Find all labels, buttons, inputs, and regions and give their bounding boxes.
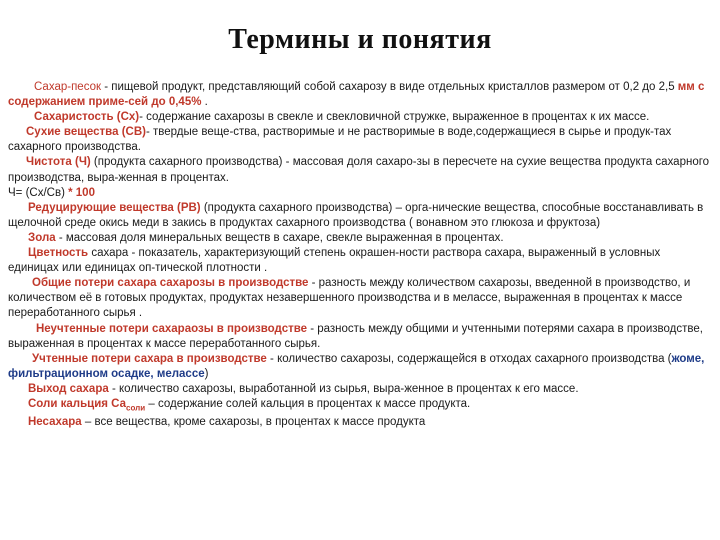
term: Сахар-песок: [34, 81, 102, 93]
term: Несахара: [28, 416, 82, 429]
definition-accounted-losses: Учтенные потери сахара в производстве - количество сахарозы, содержащейся в отходах сахарного производства (жоме, фильтрационном осадке, мелассе): [8, 352, 705, 380]
definition-reducing-substances: Редуцирующие вещества (РВ) (продукта сахарного производства) – орга-нические вещества, способные восстанавливать в щелочной среде окись меди в закись в продуктах сахарного производства ( вонавном это глюкоза и фруктоза): [8, 201, 704, 229]
term: Сахаристость (Сх): [34, 111, 140, 124]
definition-non-sugars: Несахара – все вещества, кроме сахарозы, в процентах к массе продукта: [28, 416, 426, 429]
term: Цветность: [28, 247, 89, 260]
definition-dry-substances: Сухие вещества (СВ)- твердые веще-ства, растворимые и не растворимые в воде,содержащиеся в сырье и продук-тах сахарного производства.: [8, 126, 672, 154]
definition-total-losses: Общие потери сахара сахарозы в производстве - разность между количеством сахарозы, введенной в производство, и количеством её в готовых продуктах, продуктах незавершенного производства и в мелассе, выраженная в процентах к массе переработанного сырья .: [8, 277, 691, 320]
definition-purity: Чистота (Ч) (продукта сахарного производства) - массовая доля сахаро-зы в пересчете на сухие вещества продукта сахарного производства, выра-женная в процентах.: [8, 156, 710, 184]
page-title: Термины и понятия: [228, 24, 492, 55]
term: Сухие вещества (СВ): [26, 126, 146, 139]
definition-sugar-sand: Сахар-песок - пищевой продукт, представляющий собой сахарозу в виде отдельных кристаллов размером от 0,2 до 2,5 мм с содержанием приме-сей до 0,45% .: [8, 81, 705, 109]
term: Чистота (Ч): [26, 156, 91, 169]
term: Соли кальция Са: [28, 397, 127, 410]
term: Неучтенные потери сахараозы в производстве: [36, 322, 308, 335]
purity-formula: Ч= (Сх/Св) * 100: [8, 186, 95, 199]
definition-ash: Зола - массовая доля минеральных веществ в сахаре, свекле выраженная в процентах.: [28, 231, 504, 244]
definition-unaccounted-losses: Неучтенные потери сахараозы в производстве - разность между общими и учтенными потерями сахара в производстве, выраженная в процентах к массе переработанного сырья.: [8, 322, 703, 350]
definition-sugar-yield: Выход сахара - количество сахарозы, выработанной из сырья, выра-женное в процентах к его массе.: [28, 382, 579, 395]
term: Выход сахара: [28, 382, 109, 395]
definition-color: Цветность сахара - показатель, характеризующий степень окрашен-ности раствора сахара, выраженный в условных единицах или единицах оп-тической плотности .: [8, 247, 661, 275]
definitions-list: [8, 80, 710, 430]
definition-sugar-content: Сахаристость (Сх)- содержание сахарозы в свекле и свекловичной стружке, выраженное в процентах к их массе.: [34, 111, 650, 124]
term: Зола: [28, 231, 56, 244]
term: Редуцирующие вещества (РВ): [28, 201, 201, 214]
term: Общие потери сахара сахарозы в производстве: [32, 277, 309, 290]
term: Учтенные потери сахара в производстве: [32, 352, 267, 365]
definition-calcium-salts: Соли кальция $Са_{соли}$ – содержание солей кальция в процентах к массе продукта.: [28, 397, 471, 413]
